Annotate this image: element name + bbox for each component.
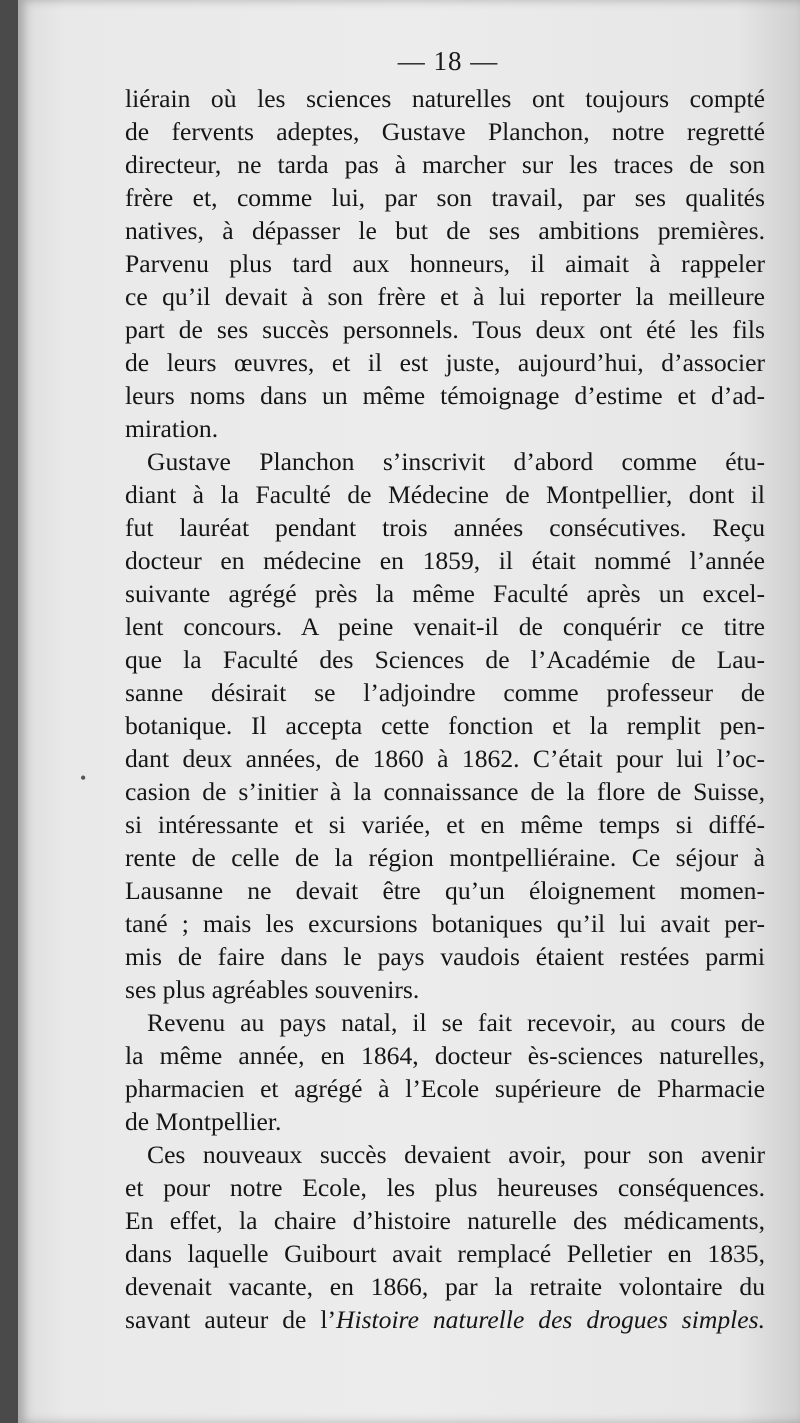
text-line-content: ses plus agréables souvenirs. [125,975,420,1004]
text-line [125,577,765,610]
text-line-content: lent concours. A peine venait-il de conquérir ce titre [125,612,765,641]
text-line-content: de fervents adeptes, Gustave Planchon, notre regretté [125,117,765,146]
text-line-content: que la Faculté des Sciences de l’Académie de Lau- [125,645,765,674]
book-title-italic: Histoire naturelle des drogues simples. [335,1305,765,1334]
text-line [125,115,765,148]
text-line [125,709,765,742]
text-line-content: si intéressante et si variée, et en même temps si diffé- [125,810,765,839]
text-line-content: miration. [125,414,219,443]
text-line-content: devenait vacante, en 1866, par la retraite volontaire du [125,1272,765,1301]
text-line [125,1303,765,1336]
text-line-content: natives, à dépasser le but de ses ambitions premières. [125,216,765,245]
text-line-content: la même année, en 1864, docteur ès-sciences naturelles, [125,1041,765,1070]
text-line-content: Lausanne ne devait être qu’un éloignement momen- [125,876,765,905]
text-line [125,511,765,544]
text-line [125,775,765,808]
text-line [125,676,765,709]
body-text [125,82,765,1336]
text-line [125,544,765,577]
text-line-content: et pour notre Ecole, les plus heureuses conséquences. [125,1173,765,1202]
text-line [125,1039,765,1072]
text-line [125,874,765,907]
text-line [125,1171,765,1204]
page-number: — 18 — [397,46,499,76]
margin-mark: • [80,768,87,788]
text-line-content: En effet, la chaire d’histoire naturelle des médicaments, [125,1206,765,1235]
text-line-content: rente de celle de la région montpelliéraine. Ce séjour à [125,843,765,872]
text-line-content: Ces nouveaux succès devaient avoir, pour son avenir [147,1140,765,1169]
text-line-content: de Montpellier. [125,1107,282,1136]
text-line [125,1105,765,1138]
text-line [125,379,765,412]
text-line-content: savant auteur de l’ [125,1305,336,1334]
text-line-content: ce qu’il devait à son frère et à lui reporter la meilleure [125,282,765,311]
text-line-content: Gustave Planchon s’inscrivit d’abord comme étu- [147,447,765,476]
text-line [125,1006,765,1039]
text-line [125,346,765,379]
text-line-content: tané ; mais les excursions botaniques qu’il lui avait per- [125,909,765,938]
text-line [125,610,765,643]
text-line [125,1138,765,1171]
text-line [125,940,765,973]
text-line [125,214,765,247]
text-line [125,148,765,181]
text-line-content: botanique. Il accepta cette fonction et la remplit pen- [125,711,765,740]
text-line-content: dans laquelle Guibourt avait remplacé Pelletier en 1835, [125,1239,765,1268]
text-line [125,1237,765,1270]
text-line-content: mis de faire dans le pays vaudois étaient restées parmi [125,942,765,971]
text-line [125,742,765,775]
text-line [125,841,765,874]
text-line-content: docteur en médecine en 1859, il était nommé l’année [125,546,765,575]
text-line [125,907,765,940]
text-line [125,1270,765,1303]
text-line-content: casion de s’initier à la connaissance de la flore de Suisse, [125,777,765,806]
text-line-content: directeur, ne tarda pas à marcher sur les traces de son [125,150,765,179]
text-line-content: Parvenu plus tard aux honneurs, il aimait à rappeler [125,249,765,278]
text-line-content: dant deux années, de 1860 à 1862. C’était pour lui l’oc- [125,744,765,773]
text-line [125,313,765,346]
text-line [125,1204,765,1237]
text-line-content: frère et, comme lui, par son travail, par ses qualités [125,183,765,212]
text-line-content: fut lauréat pendant trois années consécutives. Reçu [125,513,765,542]
text-line [125,478,765,511]
text-line-content: de leurs œuvres, et il est juste, aujourd’hui, d’associer [125,348,765,377]
text-line [125,412,765,445]
text-line-content: liérain où les sciences naturelles ont toujours compté [125,84,765,113]
text-line [125,247,765,280]
text-line-content: pharmacien et agrégé à l’Ecole supérieure de Pharmacie [125,1074,765,1103]
text-line [125,181,765,214]
text-line [125,973,765,1006]
text-line-content: Revenu au pays natal, il se fait recevoir, au cours de [147,1008,765,1037]
text-line-content: leurs noms dans un même témoignage d’estime et d’ad- [125,381,765,410]
text-line [125,445,765,478]
text-line [125,1072,765,1105]
text-line [125,82,765,115]
text-line [125,280,765,313]
book-page [18,0,800,1423]
text-line [125,808,765,841]
text-line-content: suivante agrégé près la même Faculté après un excel- [125,579,765,608]
text-line-content: sanne désirait se l’adjoindre comme professeur de [125,678,765,707]
text-line [125,643,765,676]
text-line-content: diant à la Faculté de Médecine de Montpellier, dont il [125,480,765,509]
text-line-content: part de ses succès personnels. Tous deux ont été les fils [125,315,765,344]
